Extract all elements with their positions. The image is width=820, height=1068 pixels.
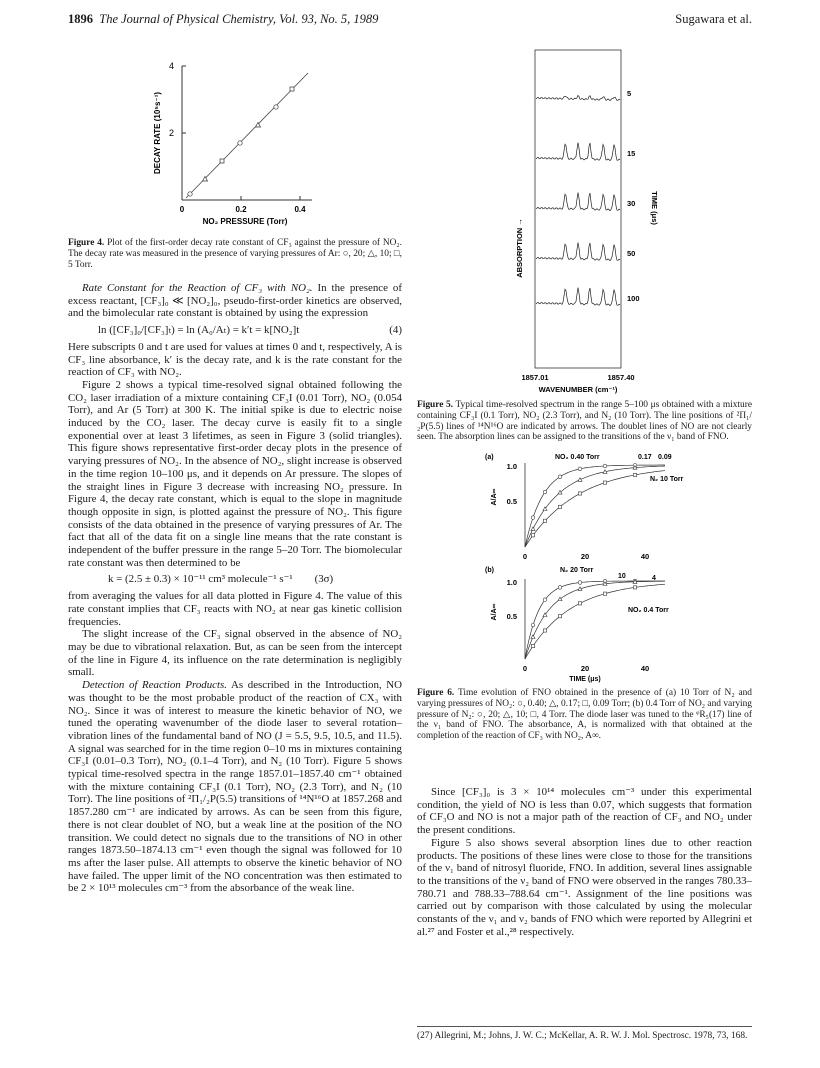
fig6b-no2: NO₂ 0.4 Torr bbox=[628, 607, 669, 614]
fig4-xtick-02: 0.2 bbox=[235, 205, 247, 214]
equation-4-number: (4) bbox=[389, 324, 402, 337]
fig6b-curve-2 bbox=[525, 584, 665, 659]
fig5-xlabel: WAVENUMBER (cm⁻¹) bbox=[538, 385, 618, 394]
fig6a-xtick-40: 40 bbox=[640, 552, 650, 561]
fig5-ylabel: ABSORPTION → bbox=[515, 218, 524, 278]
fig6a-marker bbox=[603, 464, 607, 468]
fig4-xlabel: NO₂ PRESSURE (Torr) bbox=[202, 217, 288, 226]
fig6b-curves bbox=[525, 579, 665, 659]
fig5-caption-label: Figure 5. bbox=[417, 400, 454, 410]
fig6b-marker bbox=[558, 597, 562, 601]
fig5-xtick-left: 1857.01 bbox=[521, 373, 549, 382]
equation-rate-text: k = (2.5 ± 0.3) × 10⁻¹¹ cm³ molecule⁻¹ s⁻¹ bbox=[108, 573, 293, 586]
fig5-time-label: TIME (μs) bbox=[650, 191, 659, 225]
fig5-trace-15 bbox=[536, 143, 620, 161]
fig4-xtick-0: 0 bbox=[179, 205, 185, 214]
fig4-marker bbox=[256, 123, 261, 128]
fig5-traces bbox=[536, 89, 640, 306]
fig5-time-50: 50 bbox=[627, 249, 636, 258]
fig6a-marker bbox=[603, 481, 606, 484]
fig4-ytick-2: 2 bbox=[168, 128, 174, 138]
fig6a-curves bbox=[525, 463, 665, 547]
fig6a-marker bbox=[531, 534, 534, 537]
fig6a-n2: N₂ 10 Torr bbox=[650, 476, 684, 483]
right-column-text bbox=[417, 786, 752, 938]
fig6b-label: (b) bbox=[485, 567, 494, 574]
journal-citation: The Journal of Physical Chemistry, Vol. 93, No. 5, 1989 bbox=[99, 12, 379, 26]
fig6a-marker bbox=[531, 516, 535, 520]
fig4-marker bbox=[274, 105, 278, 109]
fig6a-marker bbox=[543, 490, 547, 494]
fig6b-xtick-40: 40 bbox=[640, 664, 650, 673]
fig6-xlabel: TIME (μs) bbox=[569, 676, 601, 683]
fig6b-marker bbox=[578, 581, 582, 585]
fig6-caption-text: Time evolution of FNO obtained in the presence of (a) 10 Torr of N₂ and varying pressures of NO₂: ○, 0.40; △, 0.17; □, 0.09 Torr; (b) 0.4 Torr of NO₂ and varying pressure of N₂: ○, 20; △, 10; □, 4 Torr. The diode laser was tuned to the ᵠR₅(17) line of the ν₁ band of FNO. The absorbance, A, is normalized with that obtained at the completion of the reaction of CF₃ with NO₂, A∞. bbox=[417, 688, 752, 742]
fig6a-y05: 0.5 bbox=[506, 497, 517, 506]
figure-4 bbox=[130, 48, 350, 238]
fig4-marker bbox=[238, 141, 242, 145]
para-detection-body: As described in the Introduction, NO was thought to be the most probable product of the reaction of CX₃ with NO₂. Since it was of interest to measure the kinetic behavior of NO, we tuned the operating wavenumber of the diode laser to several rotation–vibration lines of the fundamental band of NO (J = 5.5, 9.5, 10.5, and 11.5). A signal was searched for in the time region 0–10 ms in mixtures containing CF₃I (0.01–0.3 Torr), NO₂ (0.1–4 Torr), and N₂ (10 Torr). Figure 5 shows typical time-resolved spectra in the range 1857.01–1857.40 cm⁻¹ obtained with the mixture containing CF₃I (0.1 Torr), NO₂ (2.3 Torr), and N₂ (10 Torr). The line positions of ²Π₁/₂P(5.5) transitions of ¹⁴N¹⁶O at 1857.268 and 1857.280 cm⁻¹ are indicated by arrows. As can be seen from this figure, there is not clear doublet of NO, but a weak line at the position of the NO transition. We could detect no signals due to the transitions of NO in other ranges 1873.50–1874.13 cm⁻¹ even though the signal was followed for 10 ms after the laser pulse. All attempts to observe the kinetic behavior of NO have failed. The upper limit of the NO concentration was then estimated to be 2 × 10¹³ molecules cm⁻³ from the absorbance of the weak line. bbox=[68, 679, 403, 895]
para-subscripts: Here subscripts 0 and t are used for values at times 0 and t, respectively, A is CF₃ line absorbance, k′ is the decay rate, and k is the rate constant for the reaction of CF₃ with NO₂. bbox=[68, 340, 402, 379]
fig4-xtick-04: 0.4 bbox=[294, 205, 306, 214]
fig6a-label: (a) bbox=[485, 454, 494, 461]
fig6a-legend: NO₂ 0.40 Torr bbox=[555, 454, 600, 461]
equation-4-text: ln ([CF₃]₀/[CF₃]ₜ) = ln (A₀/Aₜ) = k′t = k[NO₂]t bbox=[98, 324, 300, 337]
fig6b-marker bbox=[531, 623, 535, 627]
left-column-text bbox=[68, 282, 402, 895]
fig6b-xtick-20: 20 bbox=[580, 664, 590, 673]
fig6b-marker bbox=[603, 592, 606, 595]
para-rate-constant-title: Rate Constant for the Reaction of CF₃ with NO₂. bbox=[82, 282, 313, 294]
fig4-caption-label: Figure 4. bbox=[68, 238, 105, 248]
fig6b-marker bbox=[558, 615, 561, 618]
fig6b-marker bbox=[531, 635, 535, 639]
fig6a-marker bbox=[633, 473, 636, 476]
fig5-trace-5 bbox=[536, 96, 620, 101]
fig5-trace-50 bbox=[536, 243, 620, 261]
fig6a-curve-0 bbox=[525, 465, 665, 547]
fig6a-marker bbox=[558, 505, 561, 508]
fig5-time-5: 5 bbox=[627, 89, 632, 98]
fig5-caption-text: Typical time-resolved spectrum in the range 5–100 μs obtained with a mixture containing CF₃I (0.1 Torr), NO₂ (2.3 Torr), and N₂ (10 Torr). The line positions of ²Π₁/₂P(5.5) lines of ¹⁴N¹⁶O are indicated by arrows. The doublet lines of NO are not clearly seen. The absorption lines can be assigned to the transitions of the ν₁ band of FNO. bbox=[417, 400, 752, 443]
fig4-marker bbox=[290, 87, 294, 91]
fig6a-marker bbox=[531, 527, 535, 531]
para-detection-title: Detection of Reaction Products. bbox=[82, 679, 228, 692]
figure-4-plot bbox=[130, 48, 350, 238]
para-fno: Figure 5 also shows several absorption lines due to other reaction products. The positions of these lines were close to those for the transitions of the ν₁ band of nitrosyl fluoride, FNO. In addition, several lines assignable to the transitions of the ν₂ band of FNO were observed in the ranges 780.33–780.71 and 788.33–788.64 cm⁻¹. Assignment of the line positions was carried out by comparison with those calculated by using the molecular constants of the ν₁ and ν₂ bands of FNO which were reported by Allegrini et al.²⁷ and Foster et al.,²⁸ respectively. bbox=[417, 836, 752, 938]
fig6b-xtick-0: 0 bbox=[522, 664, 528, 673]
para-yield: Since [CF₃]₀ is 3 × 10¹⁴ molecules cm⁻³ under this experimental condition, the yield of NO is less than 0.07, which suggests that formation of CF₃O and NO is not a major path of the reaction of CF₃ and NO₂ under the present conditions. bbox=[417, 786, 752, 837]
fig6b-marker bbox=[578, 602, 581, 605]
fig6b-y05: 0.5 bbox=[506, 612, 517, 621]
fig5-trace-100 bbox=[536, 288, 620, 306]
fig6a-xtick-20: 20 bbox=[580, 552, 590, 561]
fig4-marker bbox=[220, 159, 224, 163]
fig4-marker bbox=[188, 192, 192, 196]
fig6a-curve-1 bbox=[525, 466, 665, 547]
fig6a-v2: 0.17 bbox=[638, 454, 652, 461]
fig6a-y1: 1.0 bbox=[506, 462, 517, 471]
para-detection bbox=[68, 679, 402, 895]
fig4-ylabel: DECAY RATE (10⁵s⁻¹) bbox=[153, 91, 162, 175]
fig6a-xtick-0: 0 bbox=[522, 552, 528, 561]
figure-5-caption bbox=[417, 400, 752, 443]
equation-rate-sigma: (3σ) bbox=[314, 573, 334, 586]
para-rate-constant bbox=[68, 282, 402, 320]
fig6a-marker bbox=[578, 467, 582, 471]
fig6b-y1: 1.0 bbox=[506, 578, 517, 587]
fig6a-ylabel: A/A∞ bbox=[491, 488, 498, 506]
figure-5-plot bbox=[500, 48, 670, 418]
fig5-xtick-right: 1857.40 bbox=[607, 373, 635, 382]
page-number: 1896 bbox=[68, 12, 93, 26]
fig5-time-15: 15 bbox=[627, 149, 636, 158]
figure-6-caption bbox=[417, 688, 752, 742]
fig6b-v3: 4 bbox=[652, 575, 656, 582]
para-averaging: from averaging the values for all data plotted in Figure 4. The value of this rate constant implies that CF₃ reacts with NO₂ at near gas kinetic collision frequencies. bbox=[68, 590, 402, 628]
fig6b-curve-1 bbox=[525, 581, 665, 659]
fig5-time-30: 30 bbox=[627, 199, 636, 208]
fig5-time-100: 100 bbox=[627, 294, 640, 303]
fig6b-marker bbox=[633, 586, 636, 589]
fig6a-marker bbox=[578, 478, 582, 482]
fig6-caption-label: Figure 6. bbox=[417, 688, 455, 698]
para-figure2: Figure 2 shows a typical time-resolved signal obtained following the CO₂ laser irradiation of a mixture containing CF₃I (0.01 Torr), NO₂ (0.054 Torr), and Ar (5 Torr) at 300 K. The initial spike is due to electric noise induced by the CO₂ laser. The decay curve is easily fit to a single exponential over at least 3 lifetimes, as seen in Figure 3 (solid triangles). This figure shows representative first-order decay plots in the presence of varying pressures of NO₂. In the absence of NO₂, slight increase is observed in the time region 10–100 μs, and it depends on Ar pressure. The slopes of the straight lines in Figure 3 decrease with increasing NO₂ pressure. In Figure 4, the decay rate constant, which is equal to the slope in magnitude though opposite in sign, is plotted against the pressure of NO₂. This figure consists of the data obtained in the presence of varying pressures of Ar. The fact that all of the data fit on a single line means that the rate constant is independent of the buffer pressure in the range 5–20 Torr. The biomolecular rate constant was then determined to be bbox=[68, 378, 402, 569]
fig6b-marker bbox=[543, 598, 547, 602]
equation-4 bbox=[98, 324, 402, 337]
fig6b-v2: 10 bbox=[618, 573, 626, 580]
fig4-caption-text: Plot of the first-order decay rate constant of CF₃ against the pressure of NO₂. The decay rate was measured in the presence of varying pressures of Ar: ○, 20; △, 10; □, 5 Torr. bbox=[68, 238, 403, 270]
fig6a-marker bbox=[558, 475, 562, 479]
equation-rate bbox=[108, 573, 402, 586]
fig6a-v3: 0.09 bbox=[658, 454, 672, 461]
fig4-ytick-4: 4 bbox=[168, 61, 174, 71]
fig5-trace-30 bbox=[536, 193, 620, 211]
fig6b-ylabel: A/A∞ bbox=[491, 603, 498, 621]
fig6b-marker bbox=[531, 644, 534, 647]
para-rate-constant-body: In the presence of excess reactant, [CF₃]₀ ≪ [NO₂]₀, pseudo-first-order kinetics are observed, and the bimolecular rate constant is obtained by using the expression bbox=[68, 282, 402, 320]
fig6b-marker bbox=[543, 629, 546, 632]
fig6b-legend: N₂ 20 Torr bbox=[560, 567, 594, 574]
figure-4-caption bbox=[68, 238, 402, 270]
footnote-27: (27) Allegrini, M.; Johns, J. W. C.; McKellar, A. R. W. J. Mol. Spectrosc. 1978, 73, 168. bbox=[417, 1026, 752, 1042]
fig6b-marker bbox=[558, 586, 562, 590]
fig6a-marker bbox=[543, 519, 546, 522]
figure-5 bbox=[500, 48, 670, 418]
para-slight-increase: The slight increase of the CF₃ signal observed in the absence of NO₂ may be due to vibrational relaxation. But, as can be seen from the intercept of the line in Figure 4, its influence on the rate determination is negligibly small. bbox=[68, 628, 402, 679]
fig6a-marker bbox=[578, 492, 581, 495]
running-authors: Sugawara et al. bbox=[675, 12, 752, 26]
fig6b-curve-0 bbox=[525, 581, 665, 659]
